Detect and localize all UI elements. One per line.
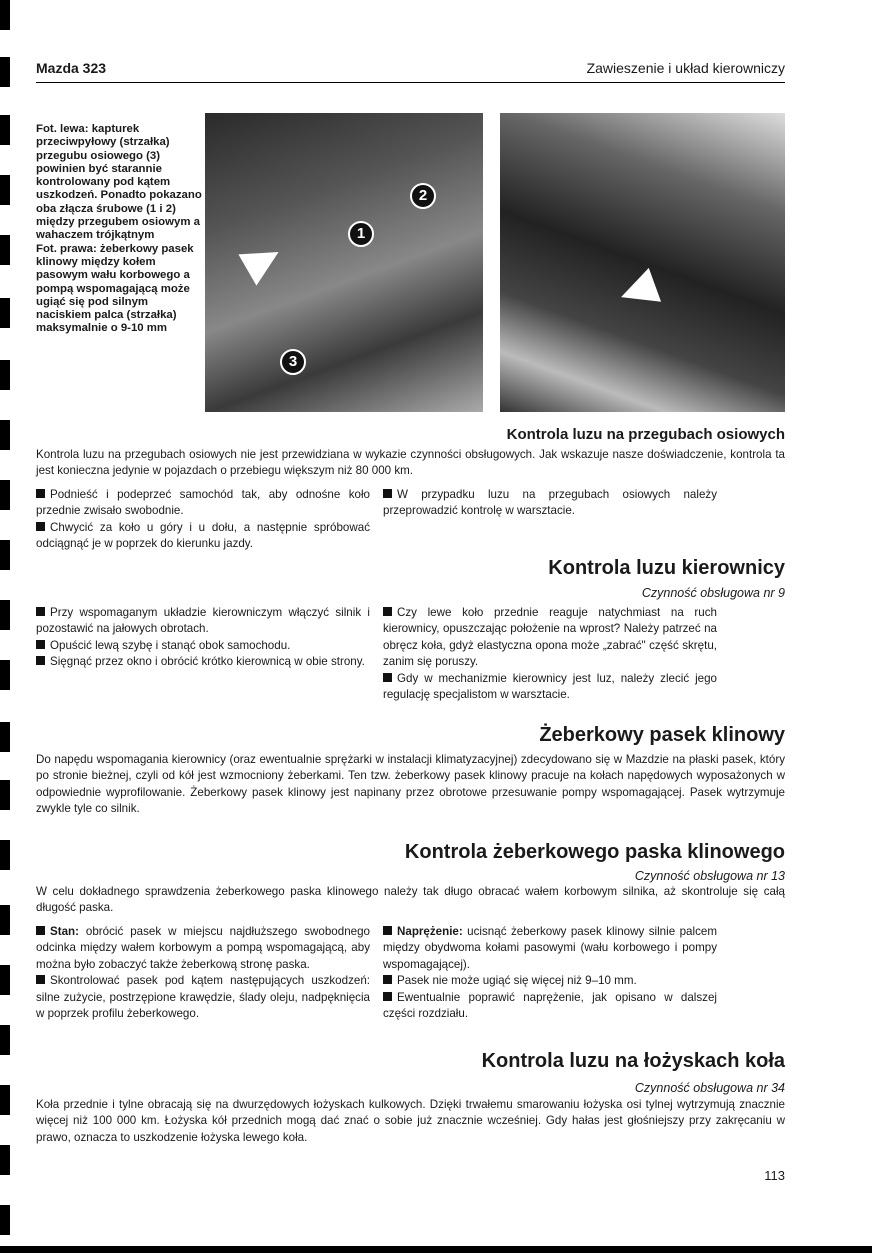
bullet-icon: [383, 673, 392, 682]
list-item: obrócić pasek w miejscu najdłuższego swobodnego odcinka między wałem korbowym a pompą wspomagającą, aby można było zobaczyć także żeberkową stronę paska.: [36, 925, 370, 971]
list-item: Pasek nie może ugiąć się więcej niż 9–10 mm.: [397, 974, 637, 988]
list-item: Chwycić za koło u góry i u dołu, a następnie spróbować odciągnąć je w poprzek do kierunku jazdy.: [36, 520, 370, 551]
service-number: Czynność obsługowa nr 9: [641, 586, 785, 600]
list-item: W przypadku luzu na przegubach osiowych należy przeprowadzić kontrolę w warsztacie.: [383, 488, 717, 518]
section-intro: W celu dokładnego sprawdzenia żeberkowego paska klinowego należy tak długo obracać wałem korbowym silnika, aż skontroluje się całą długość paska.: [36, 885, 785, 915]
list-item: Sięgnąć przez okno i obrócić krótko kierownicą w obie strony.: [50, 655, 365, 669]
bullet-list-right: [383, 487, 717, 520]
bullet-icon: [383, 489, 392, 498]
bullet-icon: [383, 975, 392, 984]
section-title-axial-joints: Kontrola luzu na przegubach osiowych: [506, 426, 785, 443]
service-number: Czynność obsługowa nr 34: [634, 1081, 785, 1095]
photo-caption: [36, 123, 206, 336]
bullet-list-right: [383, 605, 717, 703]
list-item: Opuścić lewą szybę i stanąć obok samochodu.: [50, 638, 291, 652]
bullet-icon: [36, 640, 45, 649]
bullet-icon: [36, 489, 45, 498]
bullet-icon: [36, 522, 45, 531]
header-book-title: Mazda 323: [36, 60, 107, 76]
bullet-icon: [383, 926, 392, 935]
bullet-icon: [383, 607, 392, 616]
section-intro: Kontrola luzu na przegubach osiowych nie jest przewidziana w wykazie czynności obsługowych. Jak wskazuje nasze doświadczenie, kontrola ta jest konieczna jedynie w pojazdach o przebiegu większym niż 80 000 km.: [36, 448, 785, 478]
list-item: Przy wspomaganym układzie kierowniczym włączyć silnik i pozostawić na jałowych obrotach.: [36, 606, 370, 636]
bullet-list-left: [36, 487, 370, 553]
bottom-bar: [0, 1246, 872, 1253]
list-item: ucisnąć żeberkowy pasek klinowy silnie palcem między obydwoma kołami pasowymi (wału korbowego i pompy wspomagającej).: [383, 925, 717, 971]
bullet-list-left: [36, 605, 370, 671]
section-body: Koła przednie i tylne obracają się na dwurzędowych łożyskach kulkowych. Dzięki trwałemu smarowaniu łożyska osi tylnej wytrzymują znacznie więcej niż 100 000 km. Łożyska kół przednich mogą dać znać o sobie już znacznie wcześniej. Gdy hałas jest głośniejszy przy zakręcaniu w prawo, oznacza to uszkodzenie łożyska lewego koła.: [36, 1098, 785, 1144]
section-title-belt-check: Kontrola żeberkowego paska klinowego: [404, 841, 785, 863]
arrow-icon: [615, 268, 661, 314]
section-title-wheel-bearings: Kontrola luzu na łożyskach koła: [481, 1050, 785, 1072]
list-item: Podnieść i podeprzeć samochód tak, aby odnośne koło przednie zwisało swobodnie.: [36, 488, 370, 518]
bullet-list-left: [36, 924, 370, 1022]
label-1: 1: [348, 221, 374, 247]
section-title-ribbed-belt: Żeberkowy pasek klinowy: [539, 724, 785, 746]
bullet-list-right: [383, 924, 717, 1022]
photo-axial-joint: [205, 113, 483, 412]
header-rule: [36, 82, 785, 83]
header-chapter-title: Zawieszenie i układ kierowniczy: [586, 60, 785, 76]
bullet-icon: [36, 656, 45, 665]
bullet-icon: [36, 607, 45, 616]
arrow-icon: [238, 236, 287, 285]
list-item: Czy lewe koło przednie reaguje natychmiast na ruch kierownicy, opuszczając położenie na wprost? Należy patrzeć na obręcz koła, gdyż elastyczna opona może „zabrać" część skrętu, zanim się poruszy.: [383, 606, 717, 669]
bullet-icon: [383, 992, 392, 1001]
section-body: Do napędu wspomagania kierownicy (oraz ewentualnie sprężarki w instalacji klimatyzacyjnej) zdecydowano się w Mazdzie na płaski pasek, który po stronie bieżnej, czyli od kół jest wzmocniony żeberkami. Ten tzw. żeberkowy pasek klinowy pracuje na kołach napędowych wyposażonych w odpowiednie wyprofilowanie. Żeberkowy pasek klinowy jest napinany przez obrotowe przesuwanie pompy wspomagającej. Pasek wytrzymuje zwykle tyle co silnik.: [36, 753, 785, 816]
caption-right-photo: Fot. prawa: żeberkowy pasek klinowy między kołem pasowym wału korbowego a pompą wspomagającą może ugiąć się pod silnym naciskiem palca (strzałka) maksymalnie o 9-10 mm: [36, 242, 194, 335]
list-item: Gdy w mechanizmie kierownicy jest luz, należy zlecić jego regulację specjalistom w warsztacie.: [383, 671, 717, 702]
caption-left-photo: Fot. lewa: kapturek przeciwpyłowy (strzałka) przegubu osiowego (3) powinien być starannie kontrolowany pod kątem uszkodzeń. Ponadto pokazano oba złącza śrubowe (1 i 2) między przegubem osiowym a wahaczem trójkątnym: [36, 123, 202, 242]
service-number: Czynność obsługowa nr 13: [634, 869, 785, 883]
bullet-icon: [36, 975, 45, 984]
list-item: Skontrolować pasek pod kątem następujących uszkodzeń: silne zużycie, postrzępione krawędzie, ślady oleju, nadpęknięcia w poprzek profilu żeberkowego.: [36, 974, 370, 1021]
section-title-steering-play: Kontrola luzu kierownicy: [548, 557, 785, 579]
bullet-label: Naprężenie:: [397, 925, 463, 938]
bullet-label: Stan:: [50, 925, 79, 938]
bullet-icon: [36, 926, 45, 935]
list-item: Ewentualnie poprawić naprężenie, jak opisano w dalszej części rozdziału.: [383, 990, 717, 1021]
label-2: 2: [410, 183, 436, 209]
label-3: 3: [280, 349, 306, 375]
photo-ribbed-belt: [500, 113, 785, 412]
page-number: 113: [764, 1168, 785, 1183]
